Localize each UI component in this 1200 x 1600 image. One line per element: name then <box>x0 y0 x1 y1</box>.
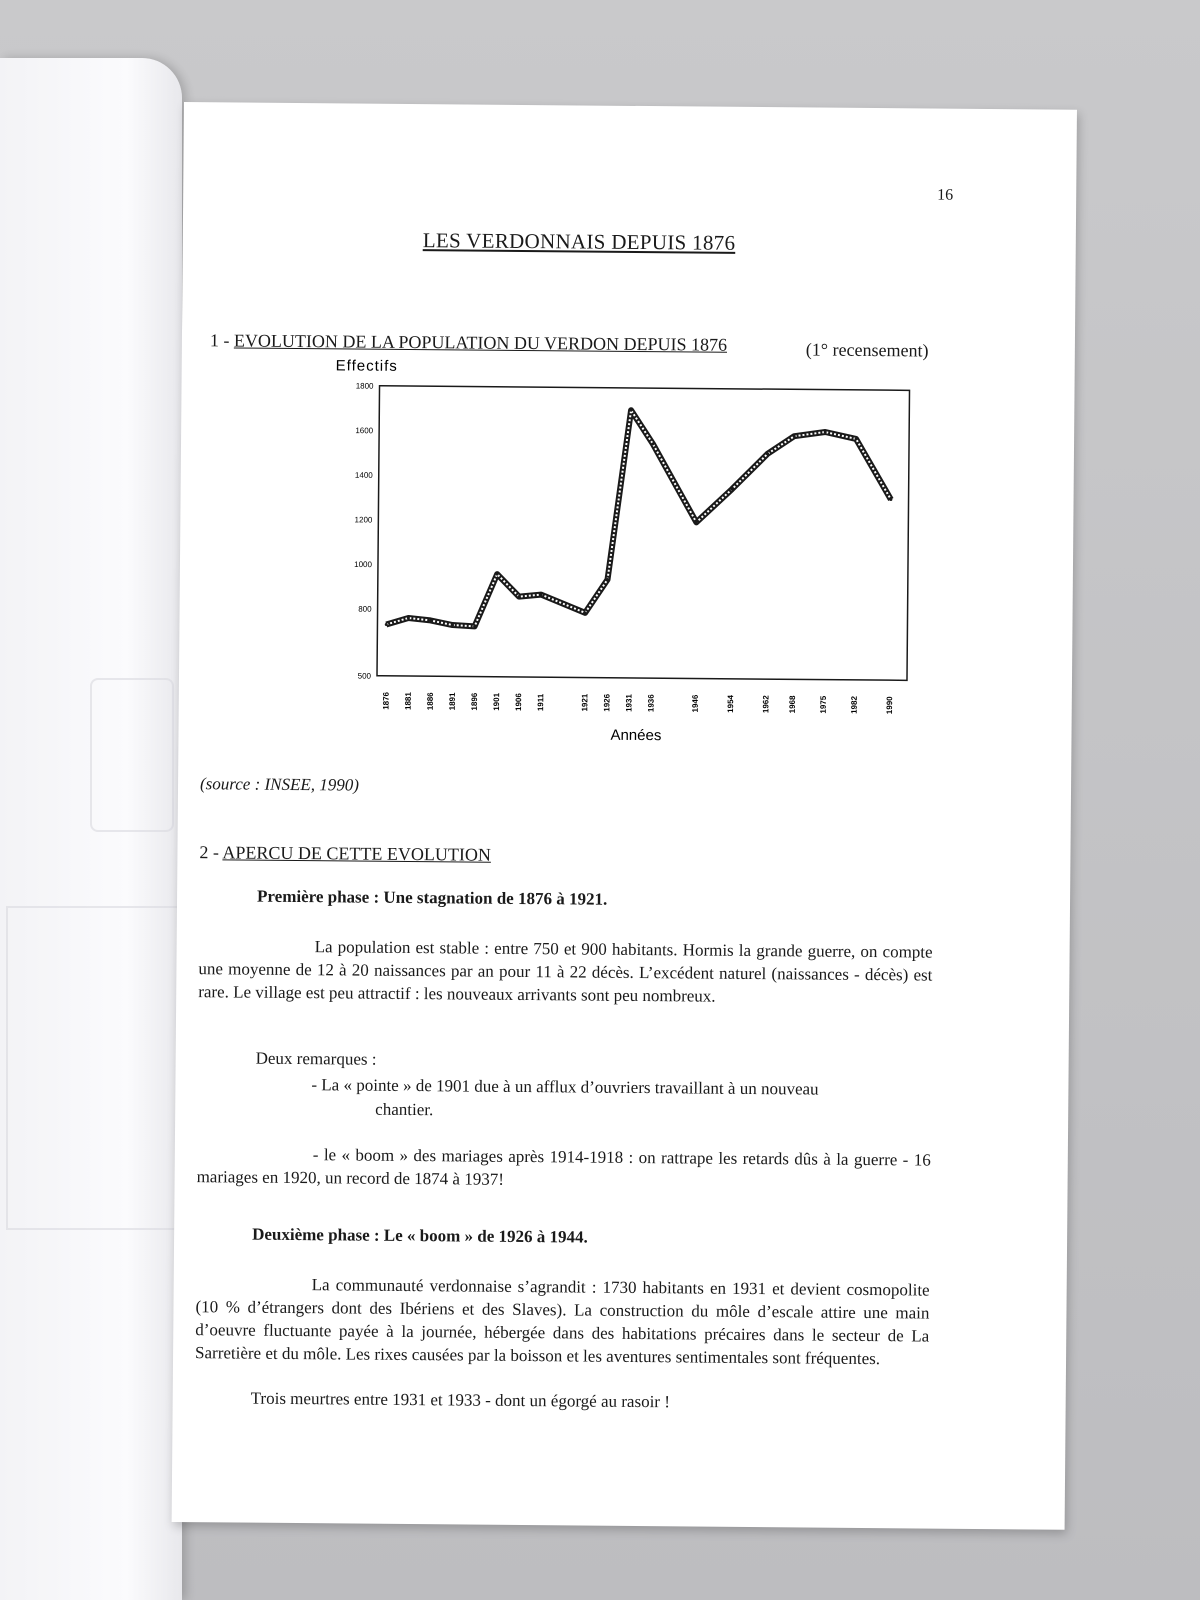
population-line-chart <box>318 357 921 762</box>
x-tick-label: 1926 <box>602 693 612 712</box>
y-tick-label: 1600 <box>355 426 374 436</box>
x-tick-label: 1962 <box>761 695 771 714</box>
data-point <box>584 611 587 614</box>
x-tick-label: 1968 <box>787 695 798 714</box>
section-2-heading <box>199 842 491 866</box>
x-tick-label: 1906 <box>514 693 524 711</box>
x-tick-label: 1990 <box>885 696 895 715</box>
data-point <box>451 624 454 627</box>
data-point <box>793 435 796 438</box>
remark-1-continuation: chantier. <box>375 1099 434 1120</box>
x-tick-label: 1946 <box>690 694 700 713</box>
section-1-note: (1° recensement) <box>805 339 929 361</box>
x-tick-label: 1982 <box>849 696 859 714</box>
page-number: 16 <box>937 186 954 204</box>
page-title: LES VERDONNAIS DEPUIS 1876 <box>422 228 736 255</box>
section-1-heading <box>210 330 727 356</box>
x-tick-label: 1896 <box>469 692 480 711</box>
y-tick-label: 1000 <box>354 559 373 570</box>
data-point <box>730 488 733 491</box>
phase-2-closing: Trois meurtres entre 1931 et 1933 - dont un égorgé au rasoir ! <box>250 1388 671 1412</box>
data-point <box>889 498 892 501</box>
ghost-frame <box>6 906 180 1230</box>
data-point <box>407 616 410 619</box>
data-point <box>496 573 499 576</box>
section-1-prefix: 1 - <box>209 330 235 351</box>
data-point <box>695 521 698 524</box>
x-tick-label: 1886 <box>425 692 435 711</box>
section-1-title: EVOLUTION DE LA POPULATION DU VERDON DEPUIS 1876 <box>233 330 728 355</box>
data-point <box>429 619 432 622</box>
phase-1-paragraph: La population est stable : entre 750 et 900 habitants. Hormis la grande guerre, on compte une moyenne de 12 à 20 naissances par an pour 11 à 22 décès. L’excédent naturel (naissances - décès) est rare. Le village est peu attractif : les nouveaux arrivants sont peu nombreux. <box>198 937 933 1006</box>
phase-1-heading: Première phase : Une stagnation de 1876 à 1921. <box>256 886 608 909</box>
x-tick-label: 1911 <box>536 693 546 712</box>
data-point <box>855 437 858 440</box>
x-tick-label: 1901 <box>491 692 502 711</box>
section-2-title: APERCU DE CETTE EVOLUTION <box>222 842 492 865</box>
data-point <box>518 595 521 598</box>
y-tick-label: 1200 <box>354 515 373 525</box>
x-tick-label: 1954 <box>726 694 736 713</box>
population-series <box>385 407 893 632</box>
document-page <box>172 102 1077 1530</box>
data-point <box>606 578 609 581</box>
x-tick-label: 1881 <box>403 692 413 711</box>
y-axis-label: Effectifs <box>335 357 398 375</box>
data-point <box>651 442 654 445</box>
source-citation: (source : INSEE, 1990) <box>199 774 360 795</box>
remarks-label: Deux remarques : <box>255 1048 377 1069</box>
x-axis-ticks <box>382 691 895 714</box>
y-tick-label: 1800 <box>355 381 374 391</box>
remark-1-text: - La « pointe » de 1901 due à un afflux d’ouvriers travaillant à un nouveau <box>311 1075 819 1099</box>
x-tick-label: 1921 <box>580 693 590 712</box>
x-tick-label: 1936 <box>646 694 656 713</box>
section-2-prefix: 2 - <box>199 842 223 863</box>
y-tick-label: 800 <box>358 604 372 614</box>
data-point <box>630 409 633 412</box>
facing-page-bleed <box>0 58 182 1600</box>
ghost-frame <box>90 678 174 832</box>
x-tick-label: 1975 <box>818 695 828 714</box>
x-tick-label: 1931 <box>624 694 634 712</box>
data-point <box>824 430 827 433</box>
data-point <box>766 452 769 455</box>
series-line-hatch <box>386 408 891 630</box>
x-tick-label: 1876 <box>381 691 391 710</box>
data-point <box>385 623 388 626</box>
data-point <box>540 593 543 596</box>
y-tick-label: 1400 <box>354 470 373 480</box>
y-tick-label: 500 <box>357 671 372 681</box>
x-axis-label: Années <box>610 726 662 745</box>
remark-1 <box>311 1073 899 1126</box>
remark-2: - le « boom » des mariages après 1914-1918 : on rattrape les retards dûs à la guerre - 16 mariages en 1920, un record de 1874 à 1937! <box>196 1145 931 1189</box>
phase-2-heading: Deuxième phase : Le « boom » de 1926 à 1944. <box>252 1224 588 1247</box>
phase-2-paragraph: La communauté verdonnaise s’agrandit : 1730 habitants en 1931 et devient cosmopolite (10 % d’étrangers dont des Ibériens et des Slaves). La construction du môle d’escale attire une main d’oeuvre fluctuante payée à la journée, hébergée dans des habitations précaires dans le secteur de La Sarretière et du môle. Les rixes causées par la boisson et les aventures sentimentales sont fréquentes. <box>195 1275 930 1369</box>
x-tick-label: 1891 <box>447 692 457 711</box>
data-point <box>473 625 476 628</box>
series-line-outline <box>386 408 891 630</box>
y-axis-ticks <box>353 382 374 681</box>
